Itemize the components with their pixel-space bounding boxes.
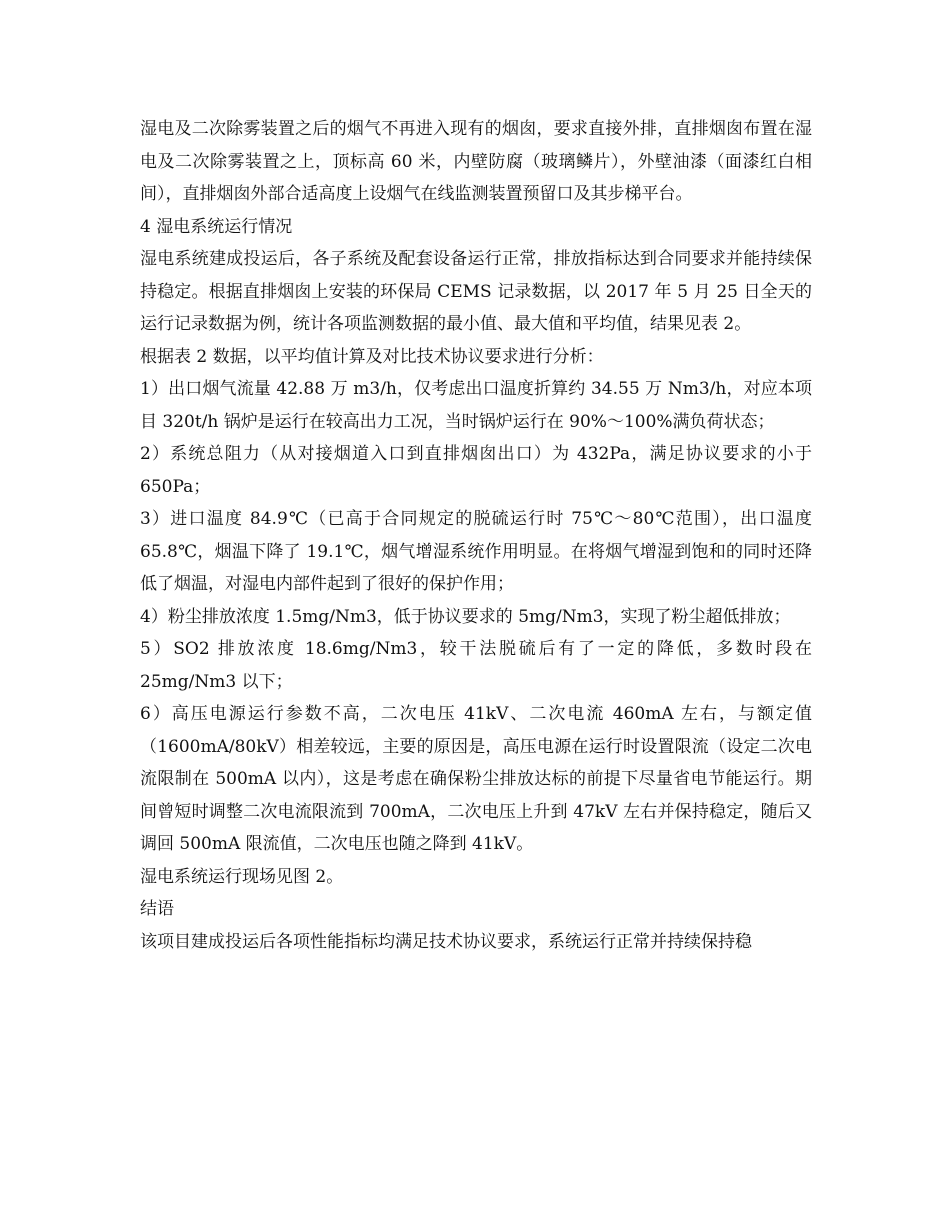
list-item-so2-emission: 5）SO2 排放浓度 18.6mg/Nm3，较干法脱硫后有了一定的降低，多数时段在 25mg/Nm3 以下； bbox=[140, 639, 812, 692]
list-item-temperature: 3）进口温度 84.9℃（已高于合同规定的脱硫运行时 75℃～80℃范围），出口温度 65.8℃，烟温下降了 19.1℃，烟气增湿系统作用明显。在将烟气增湿到饱和的同时还降低了烟温，对湿电内部件起到了很好的保护作用； bbox=[140, 509, 812, 594]
section-heading-operation: 4 湿电系统运行情况 bbox=[140, 216, 293, 237]
paragraph-operation-overview: 湿电系统建成投运后，各子系统及配套设备运行正常，排放指标达到合同要求并能持续保持稳定。根据直排烟囱上安装的环保局 CEMS 记录数据，以 2017 年 5 月 25 日全天的运行记录数据为例，统计各项监测数据的最小值、最大值和平均值，结果见表 2。 bbox=[140, 249, 812, 334]
list-item-flow-rate: 1）出口烟气流量 42.88 万 m3/h，仅考虑出口温度折算约 34.55 万 Nm3/h，对应本项目 320t/h 锅炉是运行在较高出力工况，当时锅炉运行在 90%～100%满负荷状态； bbox=[140, 379, 812, 432]
paragraph-analysis-intro: 根据表 2 数据，以平均值计算及对比技术协议要求进行分析： bbox=[140, 346, 604, 367]
list-item-dust-emission: 4）粉尘排放浓度 1.5mg/Nm3，低于协议要求的 5mg/Nm3，实现了粉尘超低排放； bbox=[140, 606, 791, 627]
paragraph-figure-reference: 湿电系统运行现场见图 2。 bbox=[140, 866, 344, 887]
list-item-resistance: 2）系统总阻力（从对接烟道入口到直排烟囱出口）为 432Pa，满足协议要求的小于 650Pa； bbox=[140, 444, 812, 497]
paragraph-chimney-description: 湿电及二次除雾装置之后的烟气不再进入现有的烟囱，要求直接外排，直排烟囱布置在湿电及二次除雾装置之上，顶标高 60 米，内壁防腐（玻璃鳞片），外壁油漆（面漆红白相间），直排烟囱外部合适高度上设烟气在线监测装置预留口及其步梯平台。 bbox=[140, 119, 812, 204]
document-body bbox=[140, 113, 812, 958]
paragraph-conclusion: 该项目建成投运后各项性能指标均满足技术协议要求，系统运行正常并持续保持稳 bbox=[140, 931, 752, 952]
section-heading-conclusion: 结语 bbox=[140, 899, 174, 919]
list-item-power-supply: 6）高压电源运行参数不高，二次电压 41kV、二次电流 460mA 左右，与额定值（1600mA/80kV）相差较远，主要的原因是，高压电源在运行时设置限流（设定二次电流限制在 500mA 以内），这是考虑在确保粉尘排放达标的前提下尽量省电节能运行。期间曾短时调整二次电流限流到 700mA，二次电压上升到 47kV 左右并保持稳定，随后又调回 500mA 限流值，二次电压也随之降到 41kV。 bbox=[140, 704, 812, 854]
